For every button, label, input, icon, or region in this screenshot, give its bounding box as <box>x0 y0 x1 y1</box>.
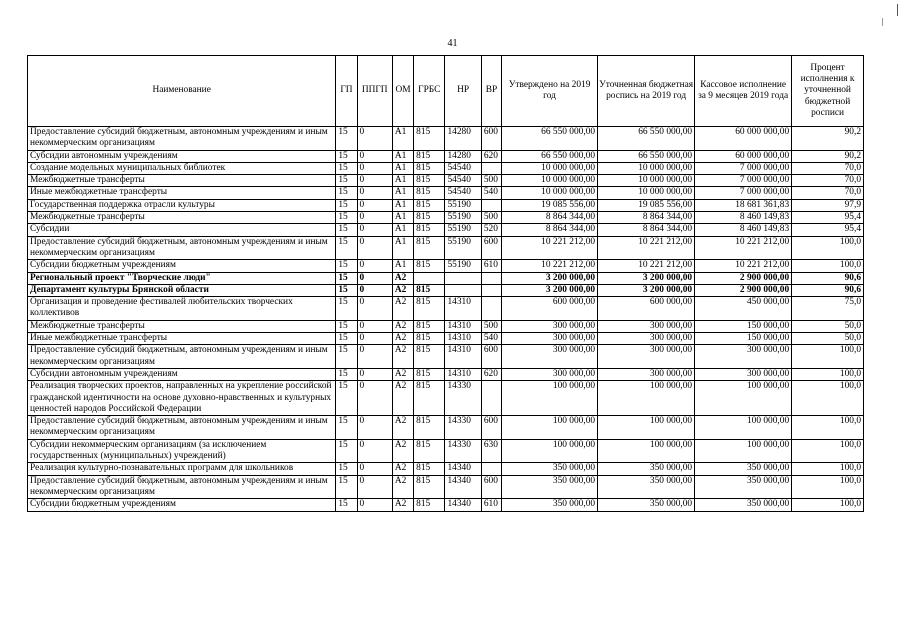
cell-name: Субсидии бюджетным учреждениям <box>28 499 336 511</box>
cell-vr: 600 <box>481 345 501 369</box>
cell-approved: 10 000 000,00 <box>502 162 598 174</box>
cell-ppgp: 0 <box>357 284 392 296</box>
cell-name: Предоставление субсидий бюджетным, автономным учреждениям и иным некоммерческим организациям <box>28 127 336 151</box>
cell-name: Предоставление субсидий бюджетным, автономным учреждениям и иным некоммерческим организациям <box>28 345 336 369</box>
cell-name: Субсидии бюджетным учреждениям <box>28 260 336 272</box>
cell-gp: 15 <box>336 224 357 236</box>
table-row <box>28 284 864 296</box>
cell-vr: 600 <box>481 236 501 260</box>
header-grbs: ГРБС <box>414 56 445 127</box>
cell-ppgp: 0 <box>357 236 392 260</box>
header-name: Наименование <box>28 56 336 127</box>
header-refined: Уточненная бюджетная роспись на 2019 год <box>598 56 695 127</box>
budget-execution-table <box>27 55 864 512</box>
cell-refined: 350 000,00 <box>598 475 695 499</box>
cell-np <box>445 272 481 284</box>
cell-refined: 300 000,00 <box>598 345 695 369</box>
cell-cash: 8 460 149,83 <box>695 212 792 224</box>
cell-gp: 15 <box>336 199 357 211</box>
cell-cash: 350 000,00 <box>695 499 792 511</box>
cell-grbs: 815 <box>414 212 445 224</box>
cell-grbs: 815 <box>414 127 445 151</box>
cell-cash: 100 000,00 <box>695 439 792 463</box>
cell-vr <box>481 272 501 284</box>
table-row <box>28 236 864 260</box>
cell-np: 14330 <box>445 416 481 440</box>
cell-cash: 350 000,00 <box>695 463 792 475</box>
cell-om: А2 <box>392 284 413 296</box>
cell-refined: 66 550 000,00 <box>598 127 695 151</box>
cell-cash: 150 000,00 <box>695 333 792 345</box>
cell-refined: 10 221 212,00 <box>598 236 695 260</box>
cell-om: А1 <box>392 260 413 272</box>
cell-name: Предоставление субсидий бюджетным, автономным учреждениям и иным некоммерческим организациям <box>28 416 336 440</box>
cell-percent: 100,0 <box>792 381 864 416</box>
cell-grbs: 815 <box>414 224 445 236</box>
cell-name: Государственная поддержка отрасли культуры <box>28 199 336 211</box>
cell-cash: 8 460 149,83 <box>695 224 792 236</box>
table-row <box>28 368 864 380</box>
cell-refined: 100 000,00 <box>598 439 695 463</box>
cell-percent: 90,6 <box>792 284 864 296</box>
cell-grbs: 815 <box>414 187 445 199</box>
cell-ppgp: 0 <box>357 368 392 380</box>
cell-cash: 60 000 000,00 <box>695 127 792 151</box>
cell-percent: 97,9 <box>792 199 864 211</box>
cell-vr <box>481 463 501 475</box>
cell-cash: 300 000,00 <box>695 368 792 380</box>
cell-cash: 10 221 212,00 <box>695 260 792 272</box>
cell-gp: 15 <box>336 260 357 272</box>
cell-approved: 350 000,00 <box>502 475 598 499</box>
cell-om: А2 <box>392 381 413 416</box>
cell-percent: 90,2 <box>792 150 864 162</box>
table-body <box>28 127 864 512</box>
cell-name: Межбюджетные трансферты <box>28 212 336 224</box>
cell-refined: 8 864 344,00 <box>598 224 695 236</box>
table-row <box>28 127 864 151</box>
header-vr: ВР <box>481 56 501 127</box>
cell-om: А1 <box>392 162 413 174</box>
cell-gp: 15 <box>336 416 357 440</box>
cell-percent: 50,0 <box>792 320 864 332</box>
cell-approved: 10 000 000,00 <box>502 187 598 199</box>
cell-name: Субсидии некоммерческим организациям (за исключением государственных (муниципальных) учреждений) <box>28 439 336 463</box>
table-row <box>28 175 864 187</box>
cell-approved: 100 000,00 <box>502 416 598 440</box>
cell-vr: 600 <box>481 127 501 151</box>
cell-ppgp: 0 <box>357 224 392 236</box>
cell-approved: 10 221 212,00 <box>502 236 598 260</box>
cell-gp: 15 <box>336 333 357 345</box>
cell-cash: 100 000,00 <box>695 416 792 440</box>
cell-grbs: 815 <box>414 199 445 211</box>
cell-approved: 300 000,00 <box>502 320 598 332</box>
cell-refined: 8 864 344,00 <box>598 212 695 224</box>
cell-approved: 8 864 344,00 <box>502 212 598 224</box>
cell-grbs: 815 <box>414 475 445 499</box>
cell-vr <box>481 297 501 321</box>
cell-np: 14330 <box>445 439 481 463</box>
cell-percent: 100,0 <box>792 463 864 475</box>
cell-name: Межбюджетные трансферты <box>28 175 336 187</box>
cell-np: 14310 <box>445 297 481 321</box>
cell-grbs: 815 <box>414 236 445 260</box>
cell-refined: 66 550 000,00 <box>598 150 695 162</box>
cell-om: А1 <box>392 150 413 162</box>
cell-np: 55190 <box>445 224 481 236</box>
cell-om: А1 <box>392 199 413 211</box>
cell-grbs: 815 <box>414 439 445 463</box>
cell-gp: 15 <box>336 368 357 380</box>
cell-ppgp: 0 <box>357 499 392 511</box>
cell-approved: 3 200 000,00 <box>502 272 598 284</box>
cell-ppgp: 0 <box>357 212 392 224</box>
scan-edge-mark <box>897 4 898 16</box>
cell-grbs: 815 <box>414 150 445 162</box>
cell-cash: 150 000,00 <box>695 320 792 332</box>
table-row <box>28 320 864 332</box>
cell-percent: 100,0 <box>792 475 864 499</box>
cell-approved: 19 085 556,00 <box>502 199 598 211</box>
cell-cash: 300 000,00 <box>695 345 792 369</box>
scan-edge-tick <box>882 18 883 26</box>
cell-ppgp: 0 <box>357 127 392 151</box>
cell-approved: 300 000,00 <box>502 333 598 345</box>
cell-grbs: 815 <box>414 381 445 416</box>
cell-grbs: 815 <box>414 345 445 369</box>
cell-np: 14340 <box>445 463 481 475</box>
table-row <box>28 475 864 499</box>
cell-refined: 10 000 000,00 <box>598 162 695 174</box>
cell-approved: 100 000,00 <box>502 381 598 416</box>
cell-ppgp: 0 <box>357 162 392 174</box>
cell-gp: 15 <box>336 345 357 369</box>
cell-name: Субсидии <box>28 224 336 236</box>
cell-name: Предоставление субсидий бюджетным, автономным учреждениям и иным некоммерческим организациям <box>28 236 336 260</box>
cell-percent: 100,0 <box>792 368 864 380</box>
cell-percent: 90,2 <box>792 127 864 151</box>
cell-grbs: 815 <box>414 297 445 321</box>
cell-ppgp: 0 <box>357 320 392 332</box>
cell-approved: 10 000 000,00 <box>502 175 598 187</box>
cell-percent: 50,0 <box>792 333 864 345</box>
cell-percent: 100,0 <box>792 345 864 369</box>
cell-grbs: 815 <box>414 333 445 345</box>
cell-ppgp: 0 <box>357 297 392 321</box>
table-row <box>28 499 864 511</box>
header-om: ОМ <box>392 56 413 127</box>
cell-percent: 70,0 <box>792 175 864 187</box>
cell-np: 55190 <box>445 236 481 260</box>
cell-om: А1 <box>392 175 413 187</box>
cell-vr: 610 <box>481 260 501 272</box>
cell-approved: 3 200 000,00 <box>502 284 598 296</box>
cell-percent: 75,0 <box>792 297 864 321</box>
cell-np: 54540 <box>445 187 481 199</box>
cell-om: А2 <box>392 272 413 284</box>
cell-vr: 610 <box>481 499 501 511</box>
cell-np: 14310 <box>445 345 481 369</box>
cell-refined: 10 000 000,00 <box>598 187 695 199</box>
cell-cash: 2 900 000,00 <box>695 272 792 284</box>
cell-om: А2 <box>392 439 413 463</box>
cell-vr: 620 <box>481 368 501 380</box>
cell-np: 54540 <box>445 162 481 174</box>
cell-name: Региональный проект "Творческие люди" <box>28 272 336 284</box>
cell-percent: 100,0 <box>792 499 864 511</box>
cell-om: А1 <box>392 212 413 224</box>
cell-om: А1 <box>392 224 413 236</box>
cell-vr: 540 <box>481 333 501 345</box>
cell-vr <box>481 162 501 174</box>
cell-ppgp: 0 <box>357 260 392 272</box>
cell-cash: 10 221 212,00 <box>695 236 792 260</box>
table-row <box>28 345 864 369</box>
cell-approved: 300 000,00 <box>502 345 598 369</box>
cell-ppgp: 0 <box>357 187 392 199</box>
cell-np: 55190 <box>445 260 481 272</box>
cell-percent: 100,0 <box>792 439 864 463</box>
cell-percent: 95,4 <box>792 224 864 236</box>
cell-om: А2 <box>392 320 413 332</box>
cell-vr: 500 <box>481 212 501 224</box>
cell-approved: 66 550 000,00 <box>502 150 598 162</box>
cell-ppgp: 0 <box>357 272 392 284</box>
cell-cash: 7 000 000,00 <box>695 162 792 174</box>
table-row <box>28 333 864 345</box>
cell-name: Создание модельных муниципальных библиотек <box>28 162 336 174</box>
cell-om: А2 <box>392 333 413 345</box>
cell-np: 54540 <box>445 175 481 187</box>
table-row <box>28 212 864 224</box>
cell-cash: 18 681 361,83 <box>695 199 792 211</box>
table-row <box>28 381 864 416</box>
cell-name: Иные межбюджетные трансферты <box>28 333 336 345</box>
cell-gp: 15 <box>336 381 357 416</box>
cell-approved: 350 000,00 <box>502 499 598 511</box>
cell-grbs: 815 <box>414 368 445 380</box>
cell-refined: 350 000,00 <box>598 499 695 511</box>
cell-grbs: 815 <box>414 416 445 440</box>
cell-vr: 500 <box>481 320 501 332</box>
cell-om: А2 <box>392 416 413 440</box>
cell-gp: 15 <box>336 439 357 463</box>
cell-name: Организация и проведение фестивалей любительских творческих коллективов <box>28 297 336 321</box>
cell-percent: 100,0 <box>792 260 864 272</box>
cell-np: 14330 <box>445 381 481 416</box>
cell-name: Реализация творческих проектов, направленных на укрепление российской гражданской идентичности на основе духовно-нравственных и культурных ценностей народов Российской Федерации <box>28 381 336 416</box>
cell-percent: 90,6 <box>792 272 864 284</box>
cell-ppgp: 0 <box>357 475 392 499</box>
cell-np: 14310 <box>445 368 481 380</box>
header-cash: Кассовое исполнение за 9 месяцев 2019 года <box>695 56 792 127</box>
table-row <box>28 297 864 321</box>
cell-grbs: 815 <box>414 284 445 296</box>
cell-refined: 3 200 000,00 <box>598 284 695 296</box>
cell-cash: 7 000 000,00 <box>695 187 792 199</box>
cell-om: А1 <box>392 236 413 260</box>
cell-percent: 70,0 <box>792 162 864 174</box>
cell-approved: 600 000,00 <box>502 297 598 321</box>
cell-gp: 15 <box>336 236 357 260</box>
cell-np: 55190 <box>445 212 481 224</box>
cell-gp: 15 <box>336 463 357 475</box>
cell-name: Субсидии автономным учреждениям <box>28 368 336 380</box>
table-row <box>28 199 864 211</box>
cell-gp: 15 <box>336 127 357 151</box>
cell-gp: 15 <box>336 212 357 224</box>
cell-approved: 8 864 344,00 <box>502 224 598 236</box>
cell-ppgp: 0 <box>357 150 392 162</box>
cell-gp: 15 <box>336 175 357 187</box>
cell-ppgp: 0 <box>357 333 392 345</box>
cell-refined: 600 000,00 <box>598 297 695 321</box>
cell-ppgp: 0 <box>357 439 392 463</box>
header-approved: Утверждено на 2019 год <box>502 56 598 127</box>
cell-refined: 3 200 000,00 <box>598 272 695 284</box>
cell-cash: 450 000,00 <box>695 297 792 321</box>
cell-vr: 500 <box>481 175 501 187</box>
cell-refined: 300 000,00 <box>598 320 695 332</box>
cell-gp: 15 <box>336 162 357 174</box>
cell-gp: 15 <box>336 187 357 199</box>
cell-refined: 10 000 000,00 <box>598 175 695 187</box>
cell-refined: 300 000,00 <box>598 368 695 380</box>
cell-cash: 350 000,00 <box>695 475 792 499</box>
cell-name: Субсидии автономным учреждениям <box>28 150 336 162</box>
cell-cash: 2 900 000,00 <box>695 284 792 296</box>
cell-gp: 15 <box>336 272 357 284</box>
cell-name: Межбюджетные трансферты <box>28 320 336 332</box>
cell-approved: 66 550 000,00 <box>502 127 598 151</box>
table-row <box>28 162 864 174</box>
cell-refined: 10 221 212,00 <box>598 260 695 272</box>
cell-grbs: 815 <box>414 463 445 475</box>
cell-cash: 7 000 000,00 <box>695 175 792 187</box>
cell-grbs: 815 <box>414 499 445 511</box>
cell-grbs: 815 <box>414 162 445 174</box>
cell-gp: 15 <box>336 499 357 511</box>
cell-om: А2 <box>392 499 413 511</box>
table-row <box>28 439 864 463</box>
cell-ppgp: 0 <box>357 381 392 416</box>
cell-om: А2 <box>392 463 413 475</box>
cell-np: 14340 <box>445 499 481 511</box>
header-ppgp: ППГП <box>357 56 392 127</box>
cell-np: 14310 <box>445 333 481 345</box>
page-number: 41 <box>447 38 458 49</box>
cell-om: А2 <box>392 345 413 369</box>
cell-vr <box>481 284 501 296</box>
cell-cash: 60 000 000,00 <box>695 150 792 162</box>
cell-om: А2 <box>392 297 413 321</box>
cell-gp: 15 <box>336 475 357 499</box>
cell-vr: 600 <box>481 475 501 499</box>
cell-approved: 350 000,00 <box>502 463 598 475</box>
cell-refined: 350 000,00 <box>598 463 695 475</box>
cell-vr: 630 <box>481 439 501 463</box>
table-row <box>28 272 864 284</box>
table-row <box>28 260 864 272</box>
cell-vr <box>481 199 501 211</box>
table-row <box>28 150 864 162</box>
cell-ppgp: 0 <box>357 345 392 369</box>
cell-vr: 540 <box>481 187 501 199</box>
cell-name: Реализация культурно-познавательных программ для школьников <box>28 463 336 475</box>
cell-percent: 70,0 <box>792 187 864 199</box>
cell-approved: 300 000,00 <box>502 368 598 380</box>
cell-name: Департамент культуры Брянской области <box>28 284 336 296</box>
cell-percent: 95,4 <box>792 212 864 224</box>
header-gp: ГП <box>336 56 357 127</box>
cell-gp: 15 <box>336 297 357 321</box>
cell-np: 14340 <box>445 475 481 499</box>
cell-grbs: 815 <box>414 320 445 332</box>
cell-name: Иные межбюджетные трансферты <box>28 187 336 199</box>
cell-ppgp: 0 <box>357 416 392 440</box>
cell-om: А1 <box>392 127 413 151</box>
cell-percent: 100,0 <box>792 236 864 260</box>
cell-grbs: 815 <box>414 260 445 272</box>
cell-refined: 300 000,00 <box>598 333 695 345</box>
cell-np: 14280 <box>445 150 481 162</box>
cell-vr <box>481 381 501 416</box>
table-row <box>28 187 864 199</box>
cell-np: 14280 <box>445 127 481 151</box>
cell-name: Предоставление субсидий бюджетным, автономным учреждениям и иным некоммерческим организациям <box>28 475 336 499</box>
table-row <box>28 224 864 236</box>
header-np: НР <box>445 56 481 127</box>
cell-gp: 15 <box>336 284 357 296</box>
cell-grbs: 815 <box>414 175 445 187</box>
cell-approved: 10 221 212,00 <box>502 260 598 272</box>
cell-vr: 620 <box>481 150 501 162</box>
cell-om: А2 <box>392 475 413 499</box>
cell-np: 14310 <box>445 320 481 332</box>
cell-grbs <box>414 272 445 284</box>
cell-percent: 100,0 <box>792 416 864 440</box>
cell-np <box>445 284 481 296</box>
cell-ppgp: 0 <box>357 463 392 475</box>
cell-ppgp: 0 <box>357 199 392 211</box>
cell-approved: 100 000,00 <box>502 439 598 463</box>
cell-om: А1 <box>392 187 413 199</box>
cell-refined: 100 000,00 <box>598 416 695 440</box>
table-row <box>28 416 864 440</box>
cell-vr: 600 <box>481 416 501 440</box>
cell-np: 55190 <box>445 199 481 211</box>
table-header <box>28 56 864 127</box>
cell-gp: 15 <box>336 320 357 332</box>
cell-ppgp: 0 <box>357 175 392 187</box>
cell-cash: 100 000,00 <box>695 381 792 416</box>
header-percent: Процент исполнения к уточненной бюджетной росписи <box>792 56 864 127</box>
cell-gp: 15 <box>336 150 357 162</box>
cell-refined: 100 000,00 <box>598 381 695 416</box>
cell-om: А2 <box>392 368 413 380</box>
table-row <box>28 463 864 475</box>
cell-refined: 19 085 556,00 <box>598 199 695 211</box>
cell-vr: 520 <box>481 224 501 236</box>
